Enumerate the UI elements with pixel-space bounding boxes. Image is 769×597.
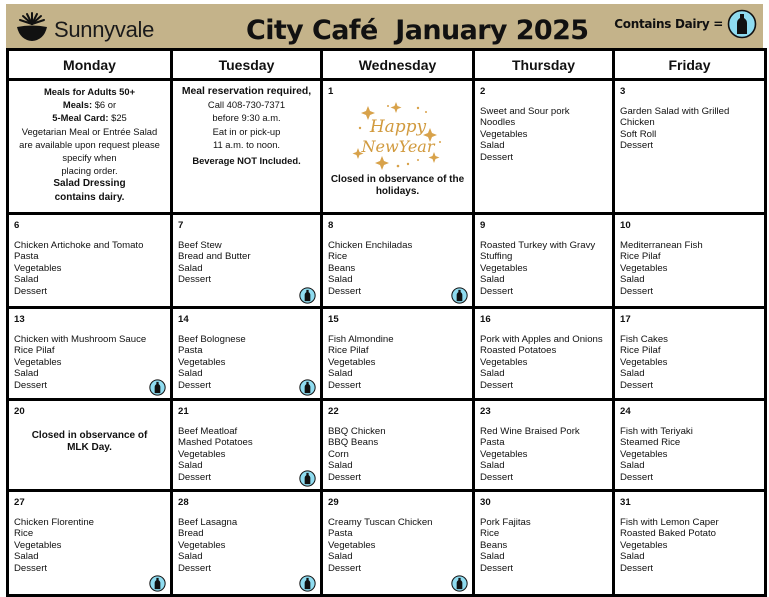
menu-item: Salad	[620, 551, 645, 563]
menu-item: Pasta	[178, 345, 203, 357]
menu-item: BBQ Beans	[328, 437, 379, 449]
day-number: 24	[620, 406, 631, 417]
menu-item: Vegetables	[14, 262, 62, 274]
day-cell-9	[474, 214, 614, 308]
info-heading: Meals for Adults 50+	[43, 86, 136, 97]
day-number: 9	[480, 220, 486, 231]
menu-item: Dessert	[620, 471, 654, 483]
day-cell-21	[172, 400, 322, 491]
entree-item: Chicken with Mushroom Sauce	[14, 333, 147, 345]
info-text: Vegetarian Meal or Entrée Salad	[21, 125, 158, 137]
menu-item: Salad	[480, 274, 505, 286]
menu-item: Vegetables	[480, 448, 528, 460]
menu-item: Steamed Rice	[620, 437, 681, 449]
menu-item: Dessert	[620, 379, 654, 391]
entree-item: Beef Meatloaf	[178, 425, 238, 437]
entree-item: Pork Fajitas	[480, 516, 531, 528]
week-row-5	[8, 491, 766, 596]
menu-item: Salad	[14, 551, 39, 563]
menu-item: Roasted Baked Potato	[620, 528, 717, 540]
dairy-legend	[614, 9, 757, 39]
menu-item: Dessert	[178, 274, 212, 286]
day-number: 10	[620, 220, 631, 231]
weekday-friday: Friday	[614, 50, 766, 80]
day-cell-13	[8, 308, 172, 400]
day-cell-17	[614, 308, 766, 400]
weekday-monday: Monday	[8, 50, 172, 80]
menu-item: Dessert	[178, 471, 212, 483]
day-number: 1	[328, 86, 334, 97]
menu-item: Vegetables	[178, 448, 226, 460]
menu-item: Salad	[480, 368, 505, 380]
menu-item: Dessert	[480, 379, 514, 391]
day-cell-20	[8, 400, 172, 491]
menu-item: Vegetables	[178, 539, 226, 551]
entree-item: Roasted Turkey with Gravy	[480, 239, 596, 251]
menu-item: Salad	[14, 368, 39, 380]
day-number: 15	[328, 314, 339, 325]
entree-item: Beef Bolognese	[178, 333, 246, 345]
legend-label: Contains Dairy =	[614, 17, 723, 31]
day-number: 29	[328, 497, 339, 508]
menu-item: Noodles	[480, 117, 516, 129]
entree-item: Fish Almondine	[328, 333, 394, 345]
entree-item: Sweet and Sour pork	[480, 105, 570, 117]
menu-item: Vegetables	[620, 356, 668, 368]
menu-item: Rice Pilaf	[620, 345, 661, 357]
menu-item: Chicken	[620, 117, 655, 129]
day-cell-27	[8, 491, 172, 596]
menu-item: Salad	[328, 551, 353, 563]
menu-item: Vegetables	[480, 128, 528, 140]
menu-item: Vegetables	[14, 356, 62, 368]
menu-item: Bread	[178, 528, 204, 540]
day-number: 27	[14, 497, 25, 508]
menu-item: Salad	[620, 368, 645, 380]
menu-item: Pasta	[480, 437, 505, 449]
menu-item: Corn	[328, 448, 349, 460]
menu-item: Dessert	[178, 379, 212, 391]
entree-item: Beef Stew	[178, 239, 222, 251]
day-cell-7	[172, 214, 322, 308]
menu-item: Beans	[328, 262, 356, 274]
info-cell-reservation	[172, 80, 322, 214]
menu-item: Salad	[178, 368, 203, 380]
weekday-tuesday: Tuesday	[172, 50, 322, 80]
day-number: 21	[178, 406, 189, 417]
entree-item: Pork with Apples and Onions	[480, 333, 603, 345]
entree-item: Creamy Tuscan Chicken	[328, 516, 433, 528]
menu-item: Vegetables	[328, 356, 376, 368]
phone-number: Call 408-730-7371	[207, 99, 286, 111]
entree-item: Garden Salad with Grilled	[620, 105, 730, 117]
day-cell-8	[322, 214, 474, 308]
menu-item: Pasta	[14, 251, 39, 263]
menu-item: Rice Pilaf	[14, 345, 55, 357]
day-cell-29	[322, 491, 474, 596]
entree-item: BBQ Chicken	[328, 425, 386, 437]
day-cell-28	[172, 491, 322, 596]
logo-text: Sunnyvale	[54, 17, 155, 42]
day-number: 16	[480, 314, 491, 325]
entree-item: Chicken Artichoke and Tomato	[14, 239, 144, 251]
day-cell-30	[474, 491, 614, 596]
entree-item: Mediterranean Fish	[620, 239, 703, 251]
entree-item: Fish Cakes	[620, 333, 668, 345]
weekday-wednesday: Wednesday	[322, 50, 474, 80]
entree-item: Chicken Florentine	[14, 516, 94, 528]
menu-item: Pasta	[328, 528, 353, 540]
week-row-3	[8, 308, 766, 400]
menu-item: Rice Pilaf	[328, 345, 369, 357]
entree-item: Fish with Teriyaki	[620, 425, 693, 437]
meal-card-price: $25	[108, 112, 127, 124]
menu-item: Dessert	[328, 471, 362, 483]
calendar-table	[6, 48, 767, 597]
closed-note: Closed in observance of the holidays.	[330, 173, 465, 198]
menu-item: Bread and Butter	[178, 251, 251, 263]
meals-label: Meals:	[62, 99, 93, 111]
day-number: 17	[620, 314, 631, 325]
day-cell-22	[322, 400, 474, 491]
info-text: Eat in or pick-up	[212, 125, 281, 137]
beverage-note: Beverage NOT Included.	[192, 155, 301, 167]
day-number: 7	[178, 220, 184, 231]
weekday-thursday: Thursday	[474, 50, 614, 80]
menu-item: Stuffing	[480, 251, 513, 263]
menu-item: Beans	[480, 539, 508, 551]
day-number: 13	[14, 314, 25, 325]
entree-item: Fish with Lemon Caper	[620, 516, 719, 528]
meal-card-label: 5-Meal Card:	[52, 112, 109, 124]
menu-item: Salad	[178, 262, 203, 274]
menu-item: Vegetables	[620, 262, 668, 274]
menu-item: Roasted Potatoes	[480, 345, 557, 357]
reservation-heading: Meal reservation required,	[181, 86, 312, 97]
menu-item: Vegetables	[620, 539, 668, 551]
menu-item: Dessert	[480, 151, 514, 163]
day-cell-23	[474, 400, 614, 491]
menu-item: Dessert	[178, 562, 212, 574]
info-cell-pricing	[8, 80, 172, 214]
menu-item: Rice	[328, 251, 348, 263]
week-row-4	[8, 400, 766, 491]
menu-item: Vegetables	[480, 262, 528, 274]
week-row-2	[8, 214, 766, 308]
menu-item: Soft Roll	[620, 128, 657, 140]
day-number: 30	[480, 497, 491, 508]
day-number: 23	[480, 406, 491, 417]
day-number: 3	[620, 86, 626, 97]
menu-item: Vegetables	[480, 356, 528, 368]
dairy-note: contains dairy.	[54, 191, 125, 203]
menu-item: Vegetables	[328, 539, 376, 551]
day-cell-3	[614, 80, 766, 214]
sunnyvale-sun-logo-icon	[14, 10, 50, 44]
menu-item: Salad	[480, 140, 505, 152]
day-cell-15	[322, 308, 474, 400]
day-cell-6	[8, 214, 172, 308]
menu-item: Salad	[328, 274, 353, 286]
menu-item: Salad	[328, 368, 353, 380]
menu-item: Salad	[178, 460, 203, 472]
info-text: before 9:30 a.m.	[212, 112, 281, 124]
menu-item: Salad	[178, 551, 203, 563]
day-cell-31	[614, 491, 766, 596]
menu-item: Vegetables	[178, 356, 226, 368]
menu-item: Salad	[480, 551, 505, 563]
menu-item: Dessert	[14, 562, 48, 574]
menu-item: Rice	[14, 528, 34, 540]
day-number: 8	[328, 220, 334, 231]
day-number: 14	[178, 314, 189, 325]
meals-price: $6 or	[92, 99, 117, 111]
menu-item: Dessert	[328, 285, 362, 297]
page-title: City Café January 2025	[246, 15, 589, 46]
menu-item: Salad	[14, 274, 39, 286]
day-number: 2	[480, 86, 486, 97]
dairy-note: Salad Dressing	[53, 178, 126, 190]
day-number: 20	[14, 406, 25, 417]
menu-item: Salad	[480, 460, 505, 472]
menu-item: Dessert	[620, 562, 654, 574]
entree-item: Beef Lasagna	[178, 516, 238, 528]
menu-item: Dessert	[328, 379, 362, 391]
happy-new-year-image	[348, 98, 448, 174]
info-text: placing order.	[61, 165, 118, 177]
menu-item: Dessert	[620, 285, 654, 297]
contains-dairy-icon	[299, 470, 316, 487]
menu-item: Salad	[620, 274, 645, 286]
menu-item: Vegetables	[14, 539, 62, 551]
menu-item: Salad	[328, 460, 353, 472]
entree-item: Red Wine Braised Pork	[480, 425, 580, 437]
info-text: 11 a.m. to noon.	[212, 138, 281, 150]
happy-text: Happy	[369, 116, 426, 137]
day-number: 28	[178, 497, 189, 508]
menu-item: Rice Pilaf	[620, 251, 661, 263]
day-cell-14	[172, 308, 322, 400]
info-text: specify when	[62, 152, 117, 164]
contains-dairy-icon	[299, 287, 316, 304]
menu-item: Vegetables	[620, 448, 668, 460]
week-row-1	[8, 80, 766, 214]
contains-dairy-icon	[149, 379, 166, 396]
day-cell-10	[614, 214, 766, 308]
new-year-text: NewYear	[361, 136, 434, 156]
day-number: 31	[620, 497, 631, 508]
info-text: are available upon request please	[19, 138, 160, 150]
day-number: 6	[14, 220, 20, 231]
closed-note: Closed in observance of MLK Day.	[31, 429, 148, 454]
weekday-header-row	[8, 50, 766, 80]
milk-bottle-icon	[727, 9, 757, 39]
day-cell-16	[474, 308, 614, 400]
menu-item: Mashed Potatoes	[178, 437, 253, 449]
menu-item: Salad	[620, 460, 645, 472]
menu-item: Dessert	[480, 562, 514, 574]
contains-dairy-icon	[299, 379, 316, 396]
menu-item: Rice	[480, 528, 500, 540]
menu-item: Dessert	[14, 285, 48, 297]
day-cell-2	[474, 80, 614, 214]
day-cell-24	[614, 400, 766, 491]
entree-item: Chicken Enchiladas	[328, 239, 413, 251]
day-number: 22	[328, 406, 339, 417]
menu-item: Dessert	[620, 140, 654, 152]
menu-item: Dessert	[14, 379, 48, 391]
day-cell-1	[322, 80, 474, 214]
header-banner	[6, 4, 763, 49]
contains-dairy-icon	[451, 287, 468, 304]
menu-item: Dessert	[480, 471, 514, 483]
menu-item: Dessert	[480, 285, 514, 297]
menu-item: Dessert	[328, 562, 362, 574]
